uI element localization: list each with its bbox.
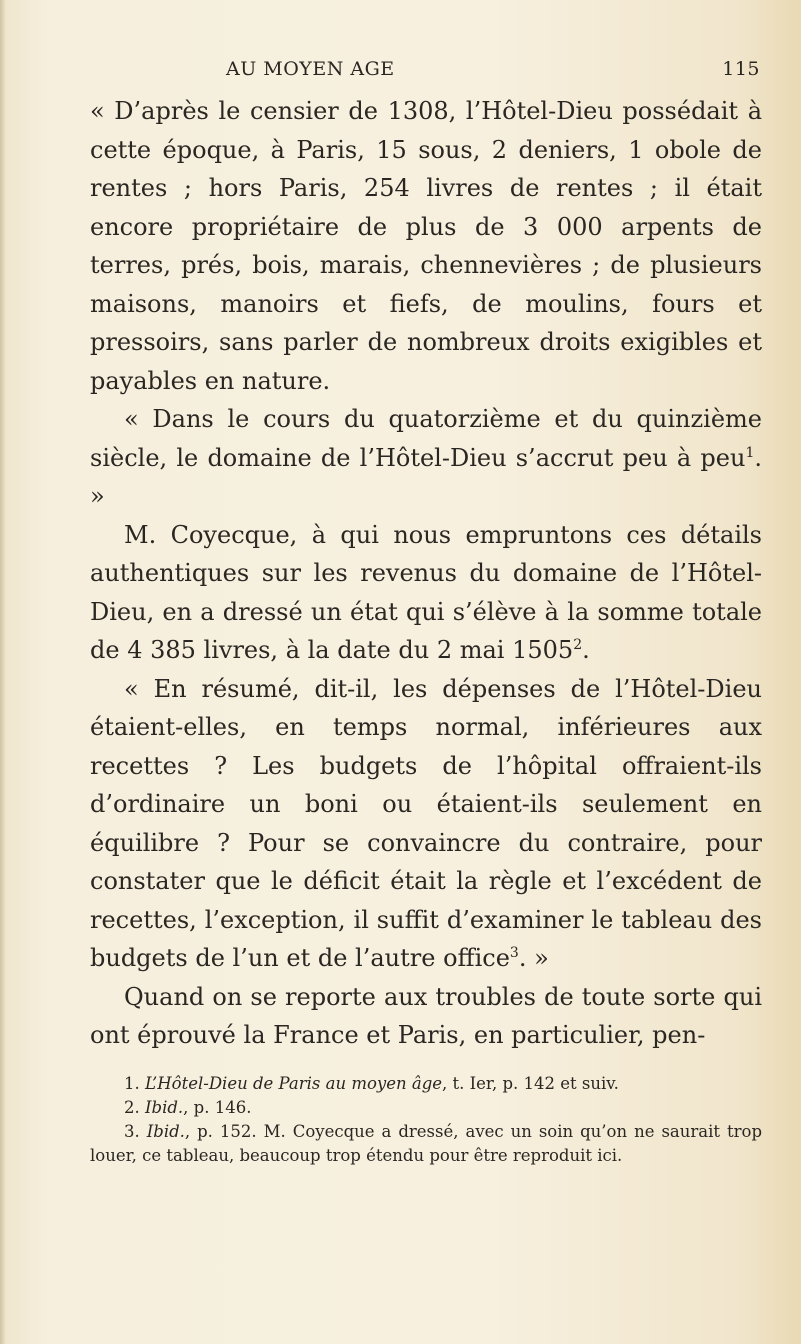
running-head: AU MOYEN AGE <box>226 58 395 80</box>
page-header <box>90 58 760 88</box>
footnote-2 <box>90 1096 762 1120</box>
footnote-text: , p. 146. <box>183 1098 252 1117</box>
paragraph-1 <box>90 92 762 400</box>
footnote-number: 1. <box>124 1074 140 1093</box>
footnote-reference: 2 <box>573 637 583 653</box>
footnote-text: , t. Ier, p. 142 et suiv. <box>442 1074 619 1093</box>
page-binding-edge <box>0 0 6 1344</box>
body-text <box>90 92 762 1055</box>
paragraph-text: « D’après le censier de 1308, l’Hôtel-Dieu possédait à cette époque, à Paris, 15 sous, 2 deniers, 1 obole de rentes ; hors Paris, 254 livres de rentes ; il était encore propriétaire de plus de 3 000 arpents de terres, prés, bois, marais, chennevières ; de plusieurs maisons, manoirs et fiefs, de moulins, fours et pressoirs, sans parler de nombreux droits exigibles et payables en nature. <box>90 97 762 395</box>
paragraph-text: « En résumé, dit-il, les dépenses de l’Hôtel-Dieu étaient-elles, en temps normal, inférieures aux recettes ? Les budgets de l’hôpital offraient-ils d’ordinaire un boni ou étaient-ils seulement en équilibre ? Pour se convaincre du contraire, pour constater que le déficit était la règle et l’excédent de recettes, l’exception, il suffit d’examiner le tableau des budgets de l’un et de l’autre office <box>90 674 762 972</box>
paragraph-3 <box>90 516 762 670</box>
footnote-title: Ibid. <box>145 1098 184 1117</box>
footnote-3 <box>90 1120 762 1168</box>
footnote-number: 2. <box>124 1098 140 1117</box>
paragraph-tail: . » <box>90 443 762 510</box>
paragraph-tail: . <box>582 636 590 664</box>
paragraph-text: M. Coyecque, à qui nous empruntons ces détails authentiques sur les revenus du domaine de l’Hôtel-Dieu, en a dressé un état qui s’élève à la somme totale de 4 385 livres, à la date du 2 mai 1505 <box>90 520 762 664</box>
paragraph-2 <box>90 400 762 516</box>
footnote-title: Ibid. <box>146 1122 185 1141</box>
paragraph-text: Quand on se reporte aux troubles de toute sorte qui ont éprouvé la France et Paris, en particulier, pen- <box>90 982 762 1049</box>
footnotes <box>90 1072 762 1168</box>
paragraph-5 <box>90 978 762 1055</box>
footnote-1 <box>90 1072 762 1096</box>
page-number: 115 <box>722 58 760 80</box>
footnote-title: L’Hôtel-Dieu de Paris au moyen âge <box>145 1074 443 1093</box>
footnote-reference: 1 <box>745 444 755 461</box>
paragraph-tail: . » <box>518 944 549 972</box>
footnote-reference: 3 <box>509 945 519 961</box>
footnote-text: , p. 152. M. Coyecque a dressé, avec un soin qu’on ne saurait trop louer, ce tableau, beaucoup trop étendu pour être reproduit ici. <box>90 1122 763 1165</box>
paragraph-text: « Dans le cours du quatorzième et du quinzième siècle, le domaine de l’Hôtel-Dieu s’accrut peu à peu <box>90 405 762 472</box>
paragraph-4 <box>90 670 762 978</box>
footnote-number: 3. <box>124 1122 140 1141</box>
